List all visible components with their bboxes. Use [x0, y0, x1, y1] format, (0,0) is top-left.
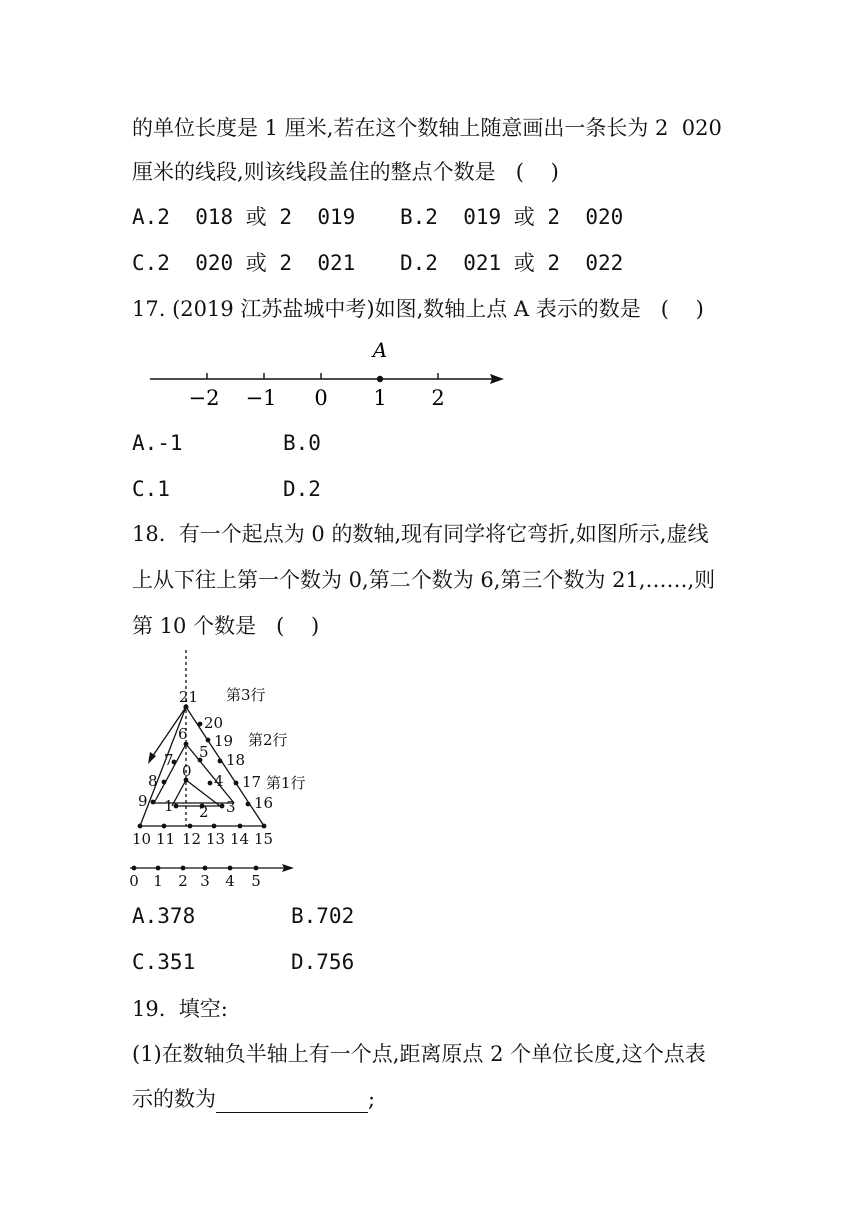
q17-number-line-figure — [140, 335, 520, 415]
svg-text:2: 2 — [199, 803, 209, 821]
svg-text:5: 5 — [199, 743, 209, 761]
axis-tick-label: 3 — [200, 872, 210, 888]
q18-option-a: A.378 — [132, 904, 196, 928]
q16-option-a: A.2 018 或 2 019 — [132, 205, 356, 229]
axis-tick-label: 1 — [153, 872, 163, 888]
tick-label: 1 — [373, 386, 387, 410]
axis-tick-label: 4 — [225, 872, 235, 888]
q18-folded-number-line-figure — [124, 648, 324, 888]
svg-text:9: 9 — [138, 792, 148, 810]
svg-text:3: 3 — [226, 798, 236, 816]
q18-option-b: B.702 — [291, 904, 355, 928]
point-a-dot — [377, 376, 383, 382]
q19-stem: 19. 填空: — [132, 997, 228, 1021]
row-label: 第1行 — [266, 774, 306, 792]
axis-tick-label: 0 — [129, 872, 139, 888]
q19-part1-line-2 — [132, 1085, 375, 1113]
bottom-row-label: 14 — [230, 830, 250, 848]
tick-label: 0 — [314, 386, 328, 410]
q16-option-d: D.2 021 或 2 022 — [400, 251, 624, 275]
bottom-row-label: 11 — [156, 830, 176, 848]
q17-option-d: D.2 — [283, 477, 321, 501]
svg-text:4: 4 — [214, 772, 224, 790]
tick-label: −2 — [188, 386, 220, 410]
svg-text:6: 6 — [178, 725, 188, 743]
svg-text:1: 1 — [164, 797, 174, 815]
q19-part1-prefix: 示的数为 — [132, 1087, 216, 1111]
svg-text:17: 17 — [242, 773, 262, 791]
q19-part1-line-1: (1)在数轴负半轴上有一个点,距离原点 2 个单位长度,这个点表 — [132, 1042, 706, 1066]
svg-text:20: 20 — [204, 714, 224, 732]
axis-tick-label: 2 — [178, 872, 188, 888]
row-label: 第3行 — [226, 686, 266, 704]
svg-text:18: 18 — [226, 751, 246, 769]
point-a-label: A — [372, 338, 388, 362]
q18-option-c: C.351 — [132, 950, 196, 974]
q17-option-c: C.1 — [132, 477, 170, 501]
svg-text:0: 0 — [182, 762, 192, 780]
q16-option-b: B.2 019 或 2 020 — [400, 205, 624, 229]
tick-label: −1 — [245, 386, 277, 410]
q16-stem-line-1: 的单位长度是 1 厘米,若在这个数轴上随意画出一条长为 2 020 — [132, 116, 722, 140]
tick-label: 2 — [431, 386, 445, 410]
bottom-row-label: 12 — [182, 830, 202, 848]
q17-stem: 17. (2019 江苏盐城中考)如图,数轴上点 A 表示的数是 ( ) — [132, 297, 704, 321]
q18-option-d: D.756 — [291, 950, 355, 974]
answer-blank[interactable] — [216, 1090, 368, 1113]
arrow-head-icon — [490, 374, 504, 384]
bottom-row-label: 13 — [206, 830, 226, 848]
row-label: 第2行 — [248, 731, 288, 749]
svg-text:16: 16 — [254, 794, 274, 812]
q16-stem-line-2: 厘米的线段,则该线段盖住的整点个数是 ( ) — [132, 160, 559, 184]
q17-option-a: A.-1 — [132, 431, 183, 455]
q19-part1-suffix: ; — [368, 1087, 376, 1111]
bottom-row-label: 15 — [254, 830, 274, 848]
q16-option-c: C.2 020 或 2 021 — [132, 251, 356, 275]
bottom-row-label: 10 — [132, 830, 152, 848]
q18-stem-line-3: 第 10 个数是 ( ) — [132, 614, 320, 638]
q18-stem-line-2: 上从下往上第一个数为 0,第二个数为 6,第三个数为 21,……,则 — [132, 568, 716, 592]
svg-text:21: 21 — [179, 688, 199, 706]
axis-tick-label: 5 — [251, 872, 261, 888]
svg-text:7: 7 — [164, 751, 174, 769]
svg-text:8: 8 — [148, 772, 158, 790]
q17-option-b: B.0 — [283, 431, 321, 455]
q18-stem-line-1: 18. 有一个起点为 0 的数轴,现有同学将它弯折,如图所示,虚线 — [132, 522, 709, 546]
svg-text:19: 19 — [214, 732, 234, 750]
